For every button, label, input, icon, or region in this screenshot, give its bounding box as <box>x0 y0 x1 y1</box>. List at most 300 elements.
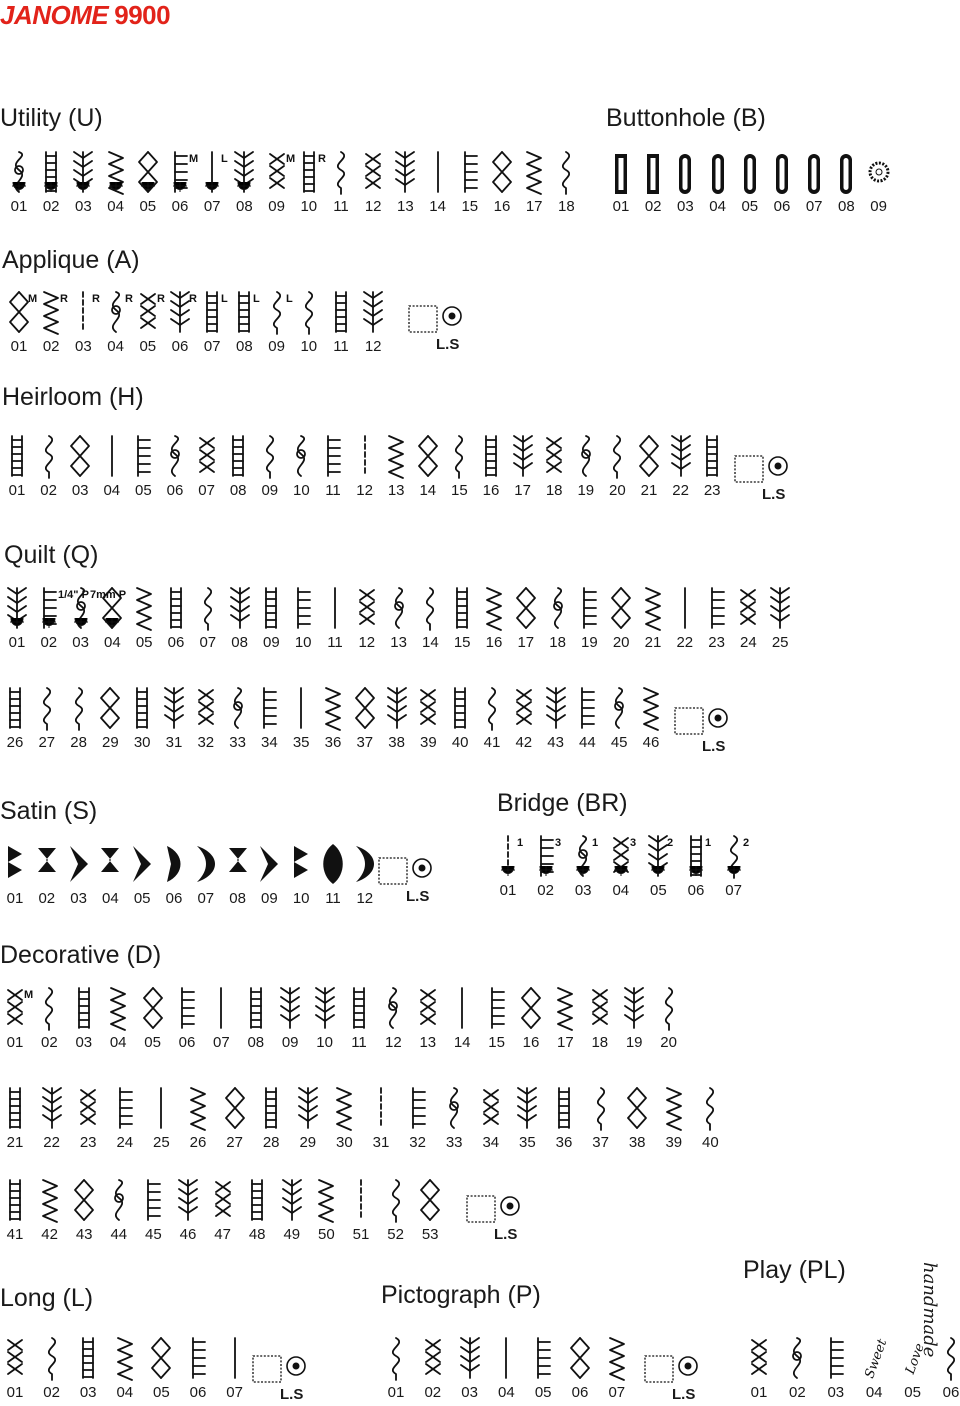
stitch-pattern <box>703 148 733 218</box>
stitch-glyph-icon <box>183 1084 213 1132</box>
applique-ls-indicator <box>408 300 460 356</box>
stitch-glyph-icon <box>445 684 475 732</box>
stitch-pattern <box>160 432 190 502</box>
stitch-number: 07 <box>203 338 221 355</box>
stitch-glyph-icon <box>447 584 477 632</box>
stitch-number: 03 <box>677 198 694 215</box>
stitch-glyph-icon <box>418 1334 448 1382</box>
stitch-glyph-icon <box>539 432 569 480</box>
stitch-glyph-icon <box>382 684 412 732</box>
svg-text:R: R <box>60 293 69 305</box>
stitch-glyph-icon <box>697 432 727 480</box>
stitch-number: 08 <box>838 198 855 215</box>
svg-text:M: M <box>24 989 34 1001</box>
stitch-pattern <box>110 1334 140 1404</box>
stitch-pattern <box>101 148 131 218</box>
stitch-pattern <box>229 148 259 218</box>
stitch-pattern <box>782 1334 812 1404</box>
stitch-number: 03 <box>574 882 592 899</box>
stitch-glyph-icon <box>565 1334 595 1382</box>
stitch-glyph-icon <box>66 584 126 632</box>
stitch-pattern <box>254 840 284 910</box>
stitch-glyph-icon <box>415 1176 445 1224</box>
stitch-number: 43 <box>75 1226 93 1243</box>
stitch-pattern <box>69 1176 99 1246</box>
stitch-number: 31 <box>165 734 183 751</box>
stitch-number: 25 <box>771 634 789 651</box>
quilt-stitch-row <box>2 584 797 654</box>
stitch-glyph-icon <box>64 840 94 888</box>
stitch-pattern <box>512 1084 542 1154</box>
stitch-number: 02 <box>789 1384 806 1401</box>
stitch-glyph-icon <box>477 684 507 732</box>
stitch-glyph-icon <box>670 148 700 196</box>
stitch-number: 12 <box>356 482 373 499</box>
stitch-pattern <box>172 984 202 1054</box>
stitch-glyph-icon <box>173 1176 203 1224</box>
stitch-pattern <box>318 840 348 910</box>
stitch-glyph-icon <box>528 1334 558 1382</box>
stitch-number: 44 <box>110 1226 128 1243</box>
svg-text:1: 1 <box>705 837 712 849</box>
stitch-glyph-icon <box>744 1334 774 1382</box>
stitch-glyph-icon <box>133 288 163 336</box>
stitch-number: 05 <box>144 1034 161 1051</box>
stitch-pattern <box>381 432 411 502</box>
stitch-glyph-icon <box>103 984 133 1032</box>
stitch-pattern <box>670 148 700 218</box>
stitch-pattern <box>415 584 445 654</box>
stitch-glyph-icon <box>702 584 732 632</box>
stitch-glyph-icon <box>310 984 340 1032</box>
stitch-glyph-icon <box>543 584 573 632</box>
stitch-number: 01 <box>612 198 630 215</box>
stitch-number: 04 <box>102 890 119 907</box>
stitch-number: 18 <box>549 634 566 651</box>
stitch-pattern <box>654 984 684 1054</box>
stitch-pattern <box>765 584 795 654</box>
stitch-glyph-icon <box>381 1176 411 1224</box>
stitch-number: 42 <box>515 734 533 751</box>
stitch-number: 16 <box>482 482 500 499</box>
stitch-number: 49 <box>283 1226 301 1243</box>
stitch-pattern <box>455 148 485 218</box>
stitch-pattern <box>129 584 159 654</box>
heirloom-ls-indicator <box>734 450 786 506</box>
buttonhole-stitch-row <box>606 148 896 218</box>
stitch-glyph-icon <box>129 584 159 632</box>
stitch-glyph-icon <box>551 148 581 196</box>
stitch-pattern <box>585 984 615 1054</box>
stitch-number: 03 <box>70 890 87 907</box>
stitch-glyph-icon <box>423 148 453 196</box>
stitch-glyph-icon <box>606 584 636 632</box>
stitch-pattern <box>262 148 295 218</box>
stitch-pattern <box>191 684 221 754</box>
stitch-number: 12 <box>364 338 382 355</box>
stitch-glyph-icon <box>602 1334 632 1382</box>
stitch-number: 01 <box>10 338 28 355</box>
stitch-pattern <box>574 584 604 654</box>
stitch-glyph-icon <box>318 684 348 732</box>
stitch-glyph-icon <box>670 584 700 632</box>
stitch-glyph-icon <box>782 1334 812 1382</box>
stitch-pattern <box>68 148 98 218</box>
stitch-glyph-icon <box>223 840 253 888</box>
stitch-number: 04 <box>104 634 121 651</box>
stitch-number: 18 <box>545 482 563 499</box>
ls-box-icon <box>252 1350 312 1384</box>
stitch-number: 02 <box>40 482 57 499</box>
stitch-glyph-icon <box>69 1176 99 1224</box>
stitch-pattern <box>95 840 125 910</box>
stitch-glyph-icon <box>294 288 324 336</box>
stitch-pattern <box>413 432 443 502</box>
stitch-glyph-icon <box>326 148 356 196</box>
stitch-pattern <box>223 432 253 502</box>
stitch-pattern <box>193 584 223 654</box>
stitch-pattern <box>255 432 285 502</box>
stitch-glyph-icon <box>831 148 861 196</box>
stitch-glyph-icon <box>654 984 684 1032</box>
stitch-number: 06 <box>942 1384 960 1401</box>
stitch-number: 02 <box>42 338 60 355</box>
stitch-glyph-icon <box>643 832 673 880</box>
stitch-pattern <box>294 148 324 218</box>
stitch-glyph-icon <box>146 1334 176 1382</box>
stitch-number: 33 <box>229 734 246 751</box>
stitch-pattern <box>831 148 861 218</box>
stitch-number: 17 <box>517 634 535 651</box>
stitch-number: 26 <box>6 734 24 751</box>
stitch-pattern <box>491 1334 521 1404</box>
stitch-number: 05 <box>135 482 152 499</box>
stitch-number: 45 <box>145 1226 162 1243</box>
stitch-glyph-icon <box>735 148 765 196</box>
stitch-pattern <box>220 1334 250 1404</box>
stitch-number: 29 <box>102 734 119 751</box>
long-stitch-row <box>0 1334 256 1404</box>
stitch-glyph-icon <box>549 1084 579 1132</box>
stitch-number: 50 <box>318 1226 335 1243</box>
stitch-pattern <box>586 1084 616 1154</box>
stitch-number: 28 <box>70 734 87 751</box>
stitch-number: 27 <box>226 1134 243 1151</box>
stitch-number: 16 <box>493 198 511 215</box>
stitch-number: 07 <box>226 1384 243 1401</box>
stitch-number: 12 <box>364 198 382 215</box>
stitch-number: 14 <box>453 1034 471 1051</box>
stitch-number: 10 <box>294 634 312 651</box>
svg-text:3: 3 <box>629 837 636 849</box>
stitch-glyph-icon <box>381 432 411 480</box>
stitch-number: 22 <box>672 482 689 499</box>
stitch-glyph-icon <box>254 840 284 888</box>
stitch-pattern <box>344 984 374 1054</box>
stitch-glyph-icon <box>799 148 829 196</box>
svg-text:2: 2 <box>742 837 749 849</box>
stitch-pattern <box>159 684 189 754</box>
stitch-pattern <box>568 832 598 902</box>
stitch-number: 05 <box>153 1384 170 1401</box>
stitch-pattern <box>0 1176 30 1246</box>
stitch-glyph-icon <box>220 1334 250 1382</box>
stitch-pattern <box>110 1084 140 1154</box>
stitch-number: 04 <box>116 1384 134 1401</box>
stitch-glyph-icon <box>32 840 62 888</box>
stitch-glyph-icon <box>444 432 474 480</box>
stitch-pattern <box>445 684 475 754</box>
stitch-glyph-icon <box>719 832 749 880</box>
stitch-number: 06 <box>166 482 184 499</box>
stitch-pattern <box>381 1334 411 1404</box>
stitch-number: 09 <box>261 482 279 499</box>
svg-text:L: L <box>285 293 293 305</box>
stitch-pattern <box>286 684 316 754</box>
brand-name: JANOME <box>0 0 109 30</box>
stitch-pattern <box>390 148 420 218</box>
stitch-number: 23 <box>703 482 721 499</box>
stitch-pattern <box>262 288 292 358</box>
stitch-pattern <box>242 1176 272 1246</box>
stitch-number: 09 <box>263 634 280 651</box>
decorative-ls-indicator <box>466 1190 518 1246</box>
stitch-number: 46 <box>179 1226 197 1243</box>
stitch-number: 17 <box>525 198 543 215</box>
stitch-number: 06 <box>178 1034 196 1051</box>
stitch-pattern <box>35 1176 65 1246</box>
svg-text:M: M <box>189 153 199 165</box>
stitch-glyph-icon <box>73 1084 103 1132</box>
stitch-glyph-icon <box>508 432 538 480</box>
stitch-number: 14 <box>419 482 437 499</box>
stitch-glyph-icon <box>2 432 32 480</box>
svg-text:R: R <box>156 293 165 305</box>
stitch-pattern <box>511 584 541 654</box>
stitch-pattern <box>95 684 125 754</box>
ls-label: L.S <box>280 1386 304 1403</box>
ls-label: L.S <box>494 1226 518 1243</box>
svg-text:L: L <box>221 153 228 165</box>
stitch-number: 07 <box>805 198 823 215</box>
stitch-number: 20 <box>609 482 626 499</box>
stitch-glyph-icon <box>586 1084 616 1132</box>
stitch-glyph-icon <box>519 148 549 196</box>
stitch-number: 01 <box>6 1034 24 1051</box>
stitch-pattern <box>622 1084 652 1154</box>
svg-text:1: 1 <box>592 837 599 849</box>
ls-label: L.S <box>762 486 786 503</box>
stitch-pattern <box>104 1176 134 1246</box>
stitch-number: 06 <box>171 198 189 215</box>
stitch-number: 17 <box>557 1034 574 1051</box>
stitch-pattern <box>681 832 711 902</box>
stitch-glyph-icon <box>413 984 443 1032</box>
stitch-glyph-icon <box>95 684 125 732</box>
stitch-pattern <box>358 148 388 218</box>
stitch-number: 05 <box>741 198 759 215</box>
stitch-glyph-icon <box>223 684 253 732</box>
stitch-glyph-icon <box>516 984 546 1032</box>
stitch-number: 07 <box>213 1034 230 1051</box>
ls-box-icon <box>466 1190 526 1224</box>
heirloom-stitch-row <box>2 432 729 502</box>
stitch-glyph-icon <box>572 684 602 732</box>
stitch-pattern <box>413 684 443 754</box>
stitch-glyph-icon <box>34 432 64 480</box>
stitch-number: 04 <box>107 338 124 355</box>
stitch-glyph-icon <box>255 432 285 480</box>
stitch-number: 51 <box>352 1226 370 1243</box>
stitch-number: 01 <box>499 882 517 899</box>
stitch-number: 24 <box>116 1134 134 1151</box>
stitch-number: 07 <box>608 1384 626 1401</box>
bridge-section-title: Bridge (BR) <box>497 789 628 817</box>
svg-text:R: R <box>92 293 101 305</box>
stitch-number: 18 <box>591 1034 609 1051</box>
stitch-glyph-icon <box>275 984 305 1032</box>
stitch-pattern <box>326 148 356 218</box>
stitch-glyph-icon <box>403 1084 433 1132</box>
stitch-pattern <box>418 1334 448 1404</box>
stitch-pattern <box>146 1334 176 1404</box>
stitch-glyph-icon <box>455 1334 485 1382</box>
stitch-pattern <box>444 432 474 502</box>
stitch-pattern <box>288 584 318 654</box>
quilt-ls-indicator <box>674 702 726 758</box>
stitch-pattern <box>476 432 506 502</box>
utility-section-title: Utility (U) <box>0 104 103 132</box>
stitch-pattern <box>565 1334 595 1404</box>
stitch-pattern <box>138 1176 168 1246</box>
stitch-pattern <box>69 984 99 1054</box>
stitch-glyph-icon <box>585 984 615 1032</box>
stitch-pattern <box>197 288 227 358</box>
stitch-pattern <box>133 148 163 218</box>
stitch-glyph-icon <box>602 432 632 480</box>
svg-text:7mm P: 7mm P <box>89 589 126 601</box>
stitch-number: 06 <box>571 1384 589 1401</box>
stitch-number: 34 <box>261 734 278 751</box>
stitch-glyph-icon <box>197 288 227 336</box>
stitch-number: 11 <box>351 1034 367 1051</box>
stitch-pattern <box>36 288 69 358</box>
stitch-number: 13 <box>390 634 407 651</box>
stitch-number: 13 <box>387 482 405 499</box>
stitch-pattern <box>191 840 221 910</box>
stitch-pattern <box>543 584 573 654</box>
stitch-glyph-icon <box>220 1084 250 1132</box>
stitch-pattern <box>821 1334 851 1404</box>
stitch-number: 34 <box>482 1134 500 1151</box>
stitch-number: 06 <box>165 890 183 907</box>
stitch-number: 30 <box>336 1134 353 1151</box>
stitch-pattern <box>697 432 727 502</box>
stitch-glyph-icon <box>482 984 512 1032</box>
stitch-glyph-icon <box>133 148 163 196</box>
stitch-glyph-icon <box>256 584 286 632</box>
stitch-number: 15 <box>461 198 479 215</box>
ls-box-icon <box>408 300 468 334</box>
stitch-pattern <box>165 288 195 358</box>
stitch-pattern <box>173 1176 203 1246</box>
stitch-glyph-icon <box>34 584 89 632</box>
stitch-number: 07 <box>203 198 221 215</box>
stitch-number: 44 <box>579 734 596 751</box>
stitch-number: 11 <box>325 890 341 907</box>
stitch-glyph-icon <box>293 1084 323 1132</box>
stitch-glyph-icon <box>703 148 733 196</box>
stitch-number: 06 <box>773 198 791 215</box>
stitch-number: 05 <box>534 1384 552 1401</box>
stitch-glyph-icon <box>311 1176 341 1224</box>
stitch-glyph-icon <box>622 1084 652 1132</box>
quilt-section-title: Quilt (Q) <box>4 541 99 569</box>
stitch-number: 01 <box>8 634 26 651</box>
stitch-glyph-icon <box>733 584 763 632</box>
stitch-pattern <box>293 1084 323 1154</box>
stitch-glyph-icon <box>413 684 443 732</box>
stitch-glyph-icon <box>0 1084 30 1132</box>
stitch-glyph-icon <box>35 1176 65 1224</box>
stitch-pattern <box>604 684 634 754</box>
stitch-number: 01 <box>6 890 24 907</box>
stitch-number: 36 <box>324 734 342 751</box>
stitch-pattern <box>128 432 158 502</box>
stitch-pattern <box>744 1334 774 1404</box>
stitch-number: 09 <box>870 198 887 215</box>
stitch-glyph-icon <box>329 1084 359 1132</box>
brand-header <box>0 0 170 31</box>
stitch-glyph-icon <box>34 984 64 1032</box>
stitch-glyph-icon <box>606 148 636 196</box>
stitch-pattern <box>146 1084 176 1154</box>
stitch-number: 37 <box>592 1134 609 1151</box>
stitch-number: 33 <box>445 1134 463 1151</box>
stitch-glyph-icon <box>767 148 797 196</box>
stitch-number: 03 <box>71 482 89 499</box>
stitch-number: 53 <box>421 1226 439 1243</box>
stitch-pattern <box>256 584 286 654</box>
pictograph-ls-indicator <box>644 1350 696 1406</box>
satin-ls-indicator <box>378 852 430 908</box>
stitch-glyph-icon <box>447 984 477 1032</box>
stitch-glyph-icon <box>378 984 408 1032</box>
stitch-number: 31 <box>372 1134 390 1151</box>
stitch-number: 03 <box>75 338 92 355</box>
stitch-pattern <box>666 432 696 502</box>
stitch-number: 09 <box>268 198 285 215</box>
stitch-number: 13 <box>419 1034 437 1051</box>
stitch-pattern <box>286 840 316 910</box>
stitch-number: 32 <box>197 734 215 751</box>
stitch-glyph-icon <box>4 148 34 196</box>
stitch-number: 04 <box>109 1034 127 1051</box>
stitch-glyph-icon <box>193 584 223 632</box>
stitch-pattern <box>606 148 636 218</box>
stitch-glyph-icon <box>491 1334 521 1382</box>
stitch-glyph-icon <box>487 148 517 196</box>
stitch-number: 09 <box>281 1034 299 1051</box>
stitch-glyph-icon <box>390 148 420 196</box>
ls-box-icon <box>674 702 734 736</box>
stitch-pattern <box>358 288 388 358</box>
pictograph-stitch-row <box>381 1334 639 1404</box>
stitch-glyph-icon <box>0 1334 30 1382</box>
stitch-glyph-icon <box>73 1334 103 1382</box>
stitch-glyph-icon <box>262 148 295 196</box>
stitch-number: 45 <box>610 734 628 751</box>
